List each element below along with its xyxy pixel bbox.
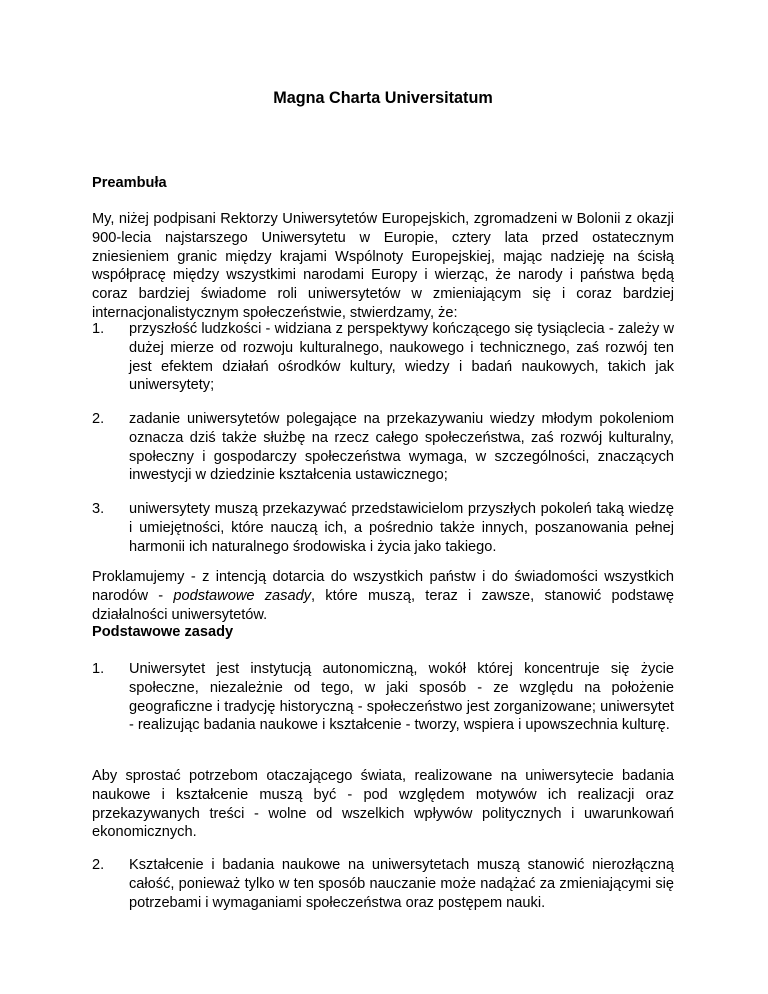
proclamation-emphasis: podstawowe zasady bbox=[173, 587, 311, 604]
proclamation-text-end: , które muszą, teraz i zawsze, stanowić podstawę działalności uniwersytetów. bbox=[92, 587, 674, 623]
preamble-heading: Preambuła bbox=[92, 175, 167, 191]
preamble-item-3 bbox=[92, 500, 674, 556]
list-item-text: Kształcenie i badania naukowe na uniwersytetach muszą stanowić nierozłączną całość, ponieważ tylko w ten sposób nauczanie może nadążać za zmieniającymi się potrzebami i wymaganiami społeczeństwa oraz postępem nauki. bbox=[129, 857, 674, 911]
principles-heading: Podstawowe zasady bbox=[92, 624, 234, 640]
list-item-text: Uniwersytet jest instytucją autonomiczną, wokół której koncentruje się życie społeczne, niezależnie od tego, w jaki sposób - ze względu na położenie geograficzne i tradycję historyczną - społeczeństwo jest zorganizowane; uniwersytet - realizując badania naukowe i kształcenie - tworzy, wspiera i upowszechnia kulturę. bbox=[129, 661, 674, 734]
principles-paragraph: Aby sprostać potrzebom otaczającego świata, realizowane na uniwersytecie badania naukowe i kształcenie muszą być - pod względem motywów ich realizacji oraz przekazywanych treści - wolne od wszelkich wpływów politycznych i uwarunkowań ekonomicznych. bbox=[92, 768, 674, 841]
principles-item-1 bbox=[92, 660, 674, 735]
preamble-item-1 bbox=[92, 320, 674, 395]
proclamation-text-start: Proklamujemy - z intencją dotarcia do wszystkich państw i do świadomości wszystkich narodów - bbox=[92, 569, 674, 604]
preamble-intro: My, niżej podpisani Rektorzy Uniwersytetów Europejskich, zgromadzeni w Bolonii z okazji 900-lecia najstarszego Uniwersytetu w Europie, cztery lata przed ostatecznym zniesieniem granic między krajami Wspólnoty Europejskiej, mając nadzieję na ścisłą współpracę między wszystkimi narodami Europy i wierząc, że narody i państwa będą coraz bardziej świadome roli uniwersytetów w zmieniającym się i coraz bardziej internacjonalistycznym społeczeństwie, stwierdzamy, że: bbox=[92, 211, 674, 321]
principles-item-2 bbox=[92, 856, 674, 912]
list-number: 2. bbox=[92, 411, 105, 427]
list-item-text: zadanie uniwersytetów polegające na przekazywaniu wiedzy młodym pokoleniom oznacza dziś także służbę na rzecz całego społeczeństwa, zaś rozwój kulturalny, społeczny i gospodarczy społeczeństwa wymaga, w szczególności, znaczących inwestycji w dziedzinie kształcenia ustawicznego; bbox=[129, 411, 674, 484]
list-item-text: przyszłość ludzkości - widziana z perspektywy kończącego się tysiąclecia - zależy w dużej mierze od rozwoju kulturalnego, naukowego i technicznego, zaś rozwój ten jest efektem działań ośrodków kultury, wiedzy i badań naukowych, takich jak uniwersytety; bbox=[129, 321, 674, 394]
list-number: 3. bbox=[92, 501, 105, 517]
list-number: 1. bbox=[92, 661, 105, 677]
document-title: Magna Charta Universitatum bbox=[273, 89, 493, 107]
proclamation-paragraph bbox=[92, 568, 674, 624]
list-number: 1. bbox=[92, 321, 105, 337]
list-number: 2. bbox=[92, 857, 105, 873]
preamble-item-2 bbox=[92, 410, 674, 485]
list-item-text: uniwersytety muszą przekazywać przedstawicielom przyszłych pokoleń taką wiedzę i umiejętności, które nauczą ich, a pośrednio także innych, poszanowania pełnej harmonii ich naturalnego środowiska i życia jako takiego. bbox=[129, 501, 674, 555]
